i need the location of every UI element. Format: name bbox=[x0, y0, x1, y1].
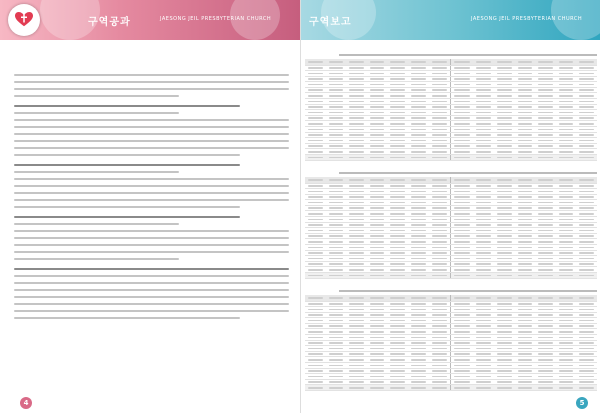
table-cell bbox=[305, 385, 326, 391]
table-cell bbox=[305, 273, 326, 279]
table-cell bbox=[408, 385, 429, 391]
sermon-body bbox=[14, 74, 289, 319]
table-cell bbox=[346, 385, 367, 391]
table-cell bbox=[346, 273, 367, 279]
table-cell bbox=[556, 273, 577, 279]
table-cell bbox=[387, 385, 408, 391]
table-cell bbox=[473, 385, 494, 391]
right-page bbox=[300, 0, 600, 413]
report-table-2 bbox=[305, 177, 597, 279]
table-cell bbox=[515, 155, 536, 161]
table-cell bbox=[451, 385, 473, 391]
left-header-subtitle: JAESONG JEIL PRESBYTERIAN CHURCH bbox=[160, 16, 272, 22]
table-cell bbox=[346, 155, 367, 161]
table-cell bbox=[494, 273, 515, 279]
table-cell bbox=[535, 273, 556, 279]
report-block-1 bbox=[305, 50, 597, 161]
left-header-banner bbox=[0, 0, 300, 40]
heart-cross-icon bbox=[15, 12, 33, 27]
block-title bbox=[305, 51, 339, 58]
left-page-number: 4 bbox=[20, 397, 32, 409]
table-cell bbox=[429, 385, 451, 391]
table-cell bbox=[305, 155, 326, 161]
sermon-passage bbox=[14, 59, 289, 70]
table-cell bbox=[494, 155, 515, 161]
table-cell bbox=[408, 273, 429, 279]
table-cell bbox=[451, 273, 473, 279]
table-cell bbox=[576, 155, 597, 161]
table-total-row bbox=[305, 155, 597, 161]
sermon-section bbox=[14, 48, 289, 324]
report-table-1 bbox=[305, 59, 597, 161]
table-cell bbox=[429, 273, 451, 279]
sermon-title bbox=[14, 48, 289, 59]
table-cell bbox=[535, 385, 556, 391]
left-header-title: 구역공과 bbox=[88, 17, 131, 28]
table-cell bbox=[535, 155, 556, 161]
table-cell bbox=[556, 385, 577, 391]
report-block-2 bbox=[305, 168, 597, 279]
table-cell bbox=[576, 385, 597, 391]
table-cell bbox=[473, 155, 494, 161]
right-page-number: 5 bbox=[576, 397, 588, 409]
table-cell bbox=[515, 385, 536, 391]
table-total-row bbox=[305, 385, 597, 391]
table-cell bbox=[515, 273, 536, 279]
table-cell bbox=[451, 155, 473, 161]
right-header-banner bbox=[301, 0, 600, 40]
block-title bbox=[305, 169, 339, 176]
report-table-3 bbox=[305, 295, 597, 391]
table-cell bbox=[367, 155, 388, 161]
block-title bbox=[305, 287, 339, 294]
right-header-subtitle: JAESONG JEIL PRESBYTERIAN CHURCH bbox=[471, 16, 583, 22]
table-cell bbox=[494, 385, 515, 391]
table-cell bbox=[326, 273, 347, 279]
table-cell bbox=[387, 155, 408, 161]
table-cell bbox=[429, 155, 451, 161]
table-cell bbox=[473, 273, 494, 279]
table-total-row bbox=[305, 273, 597, 279]
church-logo bbox=[8, 4, 40, 36]
table-cell bbox=[556, 155, 577, 161]
table-cell bbox=[387, 273, 408, 279]
table-cell bbox=[367, 273, 388, 279]
table-cell bbox=[367, 385, 388, 391]
table-cell bbox=[408, 155, 429, 161]
table-cell bbox=[326, 155, 347, 161]
table-cell bbox=[326, 385, 347, 391]
report-block-3 bbox=[305, 286, 597, 391]
table-cell bbox=[576, 273, 597, 279]
right-header-title: 구역보고 bbox=[309, 17, 352, 28]
